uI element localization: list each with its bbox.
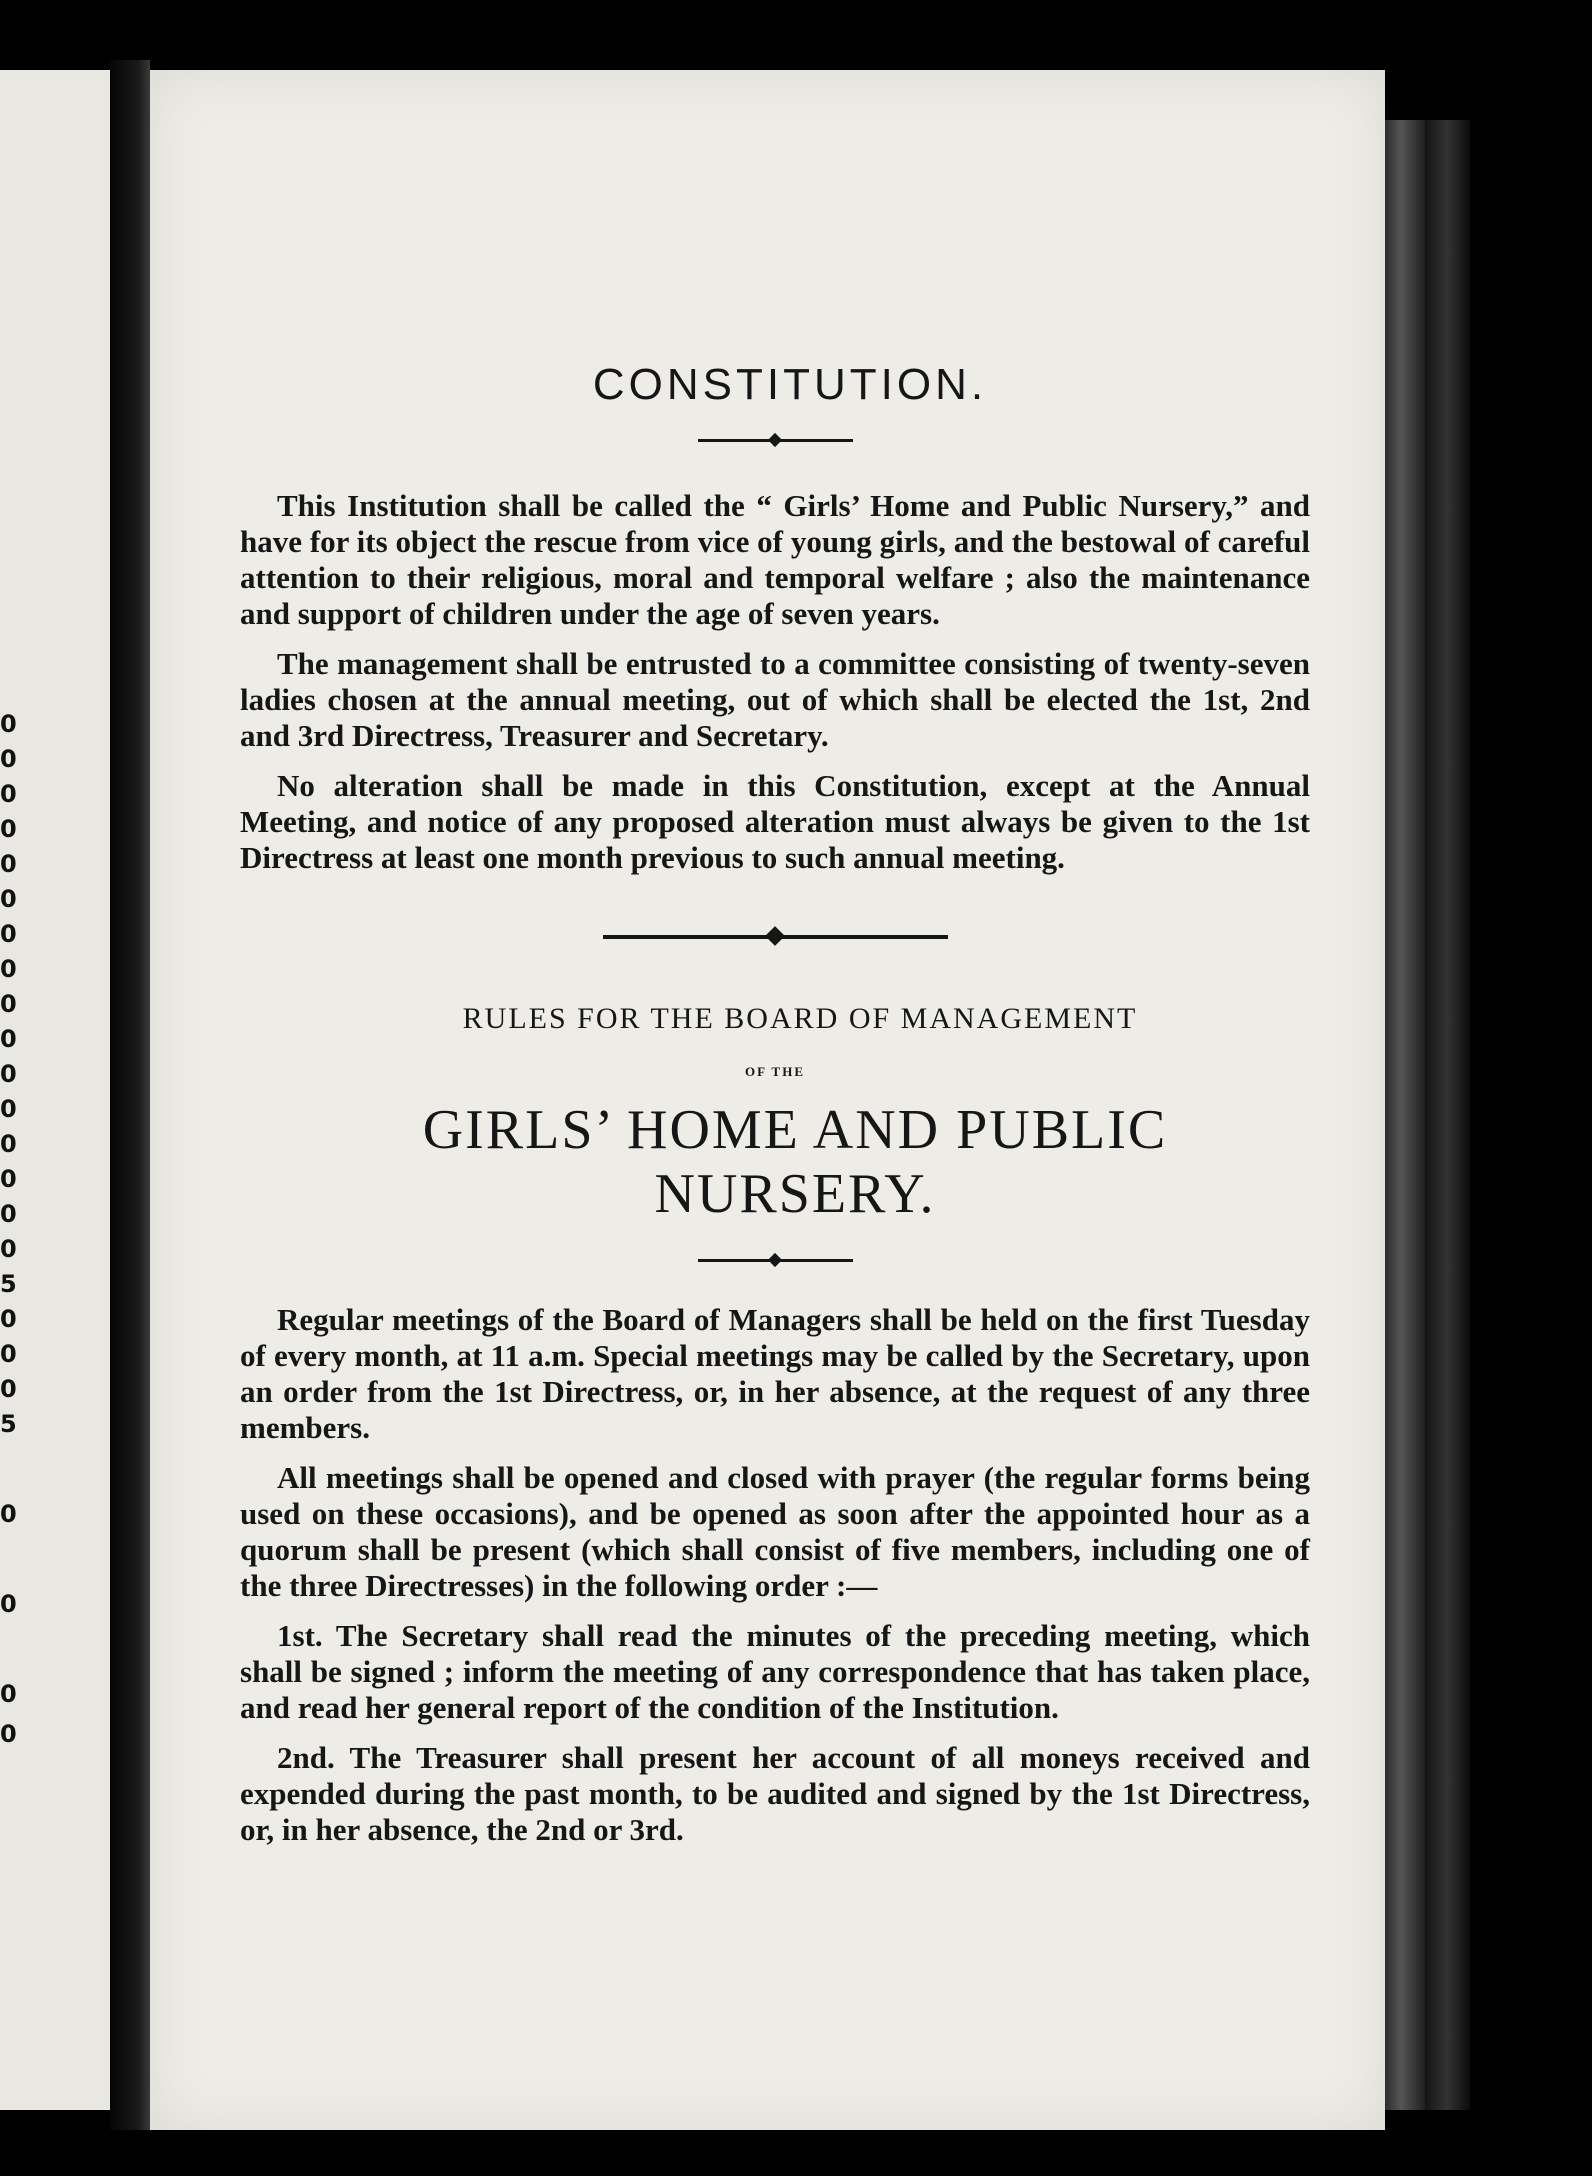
ornamental-divider <box>603 928 948 944</box>
rules-paragraph-2: All meetings shall be opened and closed with prayer (the regular forms being used on these occasions), and be opened as soon after the appointed hour as a quorum shall be present (which shall consist of five members, including one of the three Directresses) in the following order :— <box>240 1460 1310 1603</box>
constitution-paragraph-2: The management shall be entrusted to a committee consisting of twenty-seven ladies chosen at the annual meeting, out of which shall be elected the 1st, 2nd and 3rd Directress, Treasurer and Secretary. <box>240 646 1310 753</box>
rules-paragraph-1: Regular meetings of the Board of Managers shall be held on the first Tuesday of every month, at 11 a.m. Special meetings may be called by the Secretary, upon an order from the 1st Directress, or, in her absence, at the request of any three members. <box>240 1302 1310 1445</box>
adjacent-page-mark: 0 <box>0 990 17 1018</box>
rules-of-the: OF THE <box>744 1064 806 1079</box>
adjacent-page-mark: 0 <box>0 1680 17 1708</box>
adjacent-page-mark: 0 <box>0 1305 17 1333</box>
adjacent-page-mark: 0 <box>0 1590 17 1618</box>
adjacent-page-mark: 0 <box>0 1720 17 1748</box>
rules-paragraph-3: 1st. The Secretary shall read the minutes of the preceding meeting, which shall be signed ; inform the meeting of any correspondence that has taken place, and read her general report of the condition of the Institution. <box>240 1618 1310 1725</box>
adjacent-page-mark: 0 <box>0 1165 17 1193</box>
page-edge <box>1385 120 1425 2110</box>
adjacent-page-mark: 0 <box>0 780 17 808</box>
adjacent-page-mark: 0 <box>0 920 17 948</box>
adjacent-page-mark: 0 <box>0 1500 17 1528</box>
constitution-title: CONSTITUTION. <box>592 360 988 409</box>
page-content <box>240 360 1310 1862</box>
adjacent-page-mark: 0 <box>0 1060 17 1088</box>
adjacent-page-mark: 0 <box>0 745 17 773</box>
constitution-paragraph-1: This Institution shall be called the “ Girls’ Home and Public Nursery,” and have for its object the rescue from vice of young girls, and the bestowal of careful attention to their religious, moral and temporal welfare ; also the maintenance and support of children under the age of seven years. <box>240 488 1310 631</box>
adjacent-page <box>0 70 110 2110</box>
ornamental-rule <box>698 432 853 448</box>
rules-paragraph-4: 2nd. The Treasurer shall present her account of all moneys received and expended during the past month, to be audited and signed by the 1st Directress, or, in her absence, the 2nd or 3rd. <box>240 1740 1310 1847</box>
adjacent-page-mark: 0 <box>0 1375 17 1403</box>
adjacent-page-mark: 0 <box>0 1200 17 1228</box>
adjacent-page-mark: 0 <box>0 850 17 878</box>
adjacent-page-mark: 0 <box>0 710 17 738</box>
book-spine <box>110 60 150 2130</box>
adjacent-page-mark: 0 <box>0 1095 17 1123</box>
adjacent-page-mark: 0 <box>0 1130 17 1158</box>
adjacent-page-mark: 0 <box>0 815 17 843</box>
adjacent-page-mark: 5 <box>0 1410 17 1438</box>
adjacent-page-mark: 0 <box>0 1235 17 1263</box>
institution-name-heading: GIRLS’ HOME AND PUBLIC NURSERY. <box>422 1099 1168 1225</box>
adjacent-page-mark: 0 <box>0 955 17 983</box>
adjacent-page-mark: 0 <box>0 885 17 913</box>
rules-heading: RULES FOR THE BOARD OF MANAGEMENT <box>462 1002 1138 1035</box>
adjacent-page-mark: 0 <box>0 1340 17 1368</box>
book-cover-edge <box>1425 120 1470 2110</box>
constitution-paragraph-3: No alteration shall be made in this Constitution, except at the Annual Meeting, and notice of any proposed alteration must always be given to the 1st Directress at least one month previous to such annual meeting. <box>240 768 1310 875</box>
ornamental-rule-2 <box>698 1252 853 1268</box>
adjacent-page-mark: 5 <box>0 1270 17 1298</box>
adjacent-page-mark: 0 <box>0 1025 17 1053</box>
